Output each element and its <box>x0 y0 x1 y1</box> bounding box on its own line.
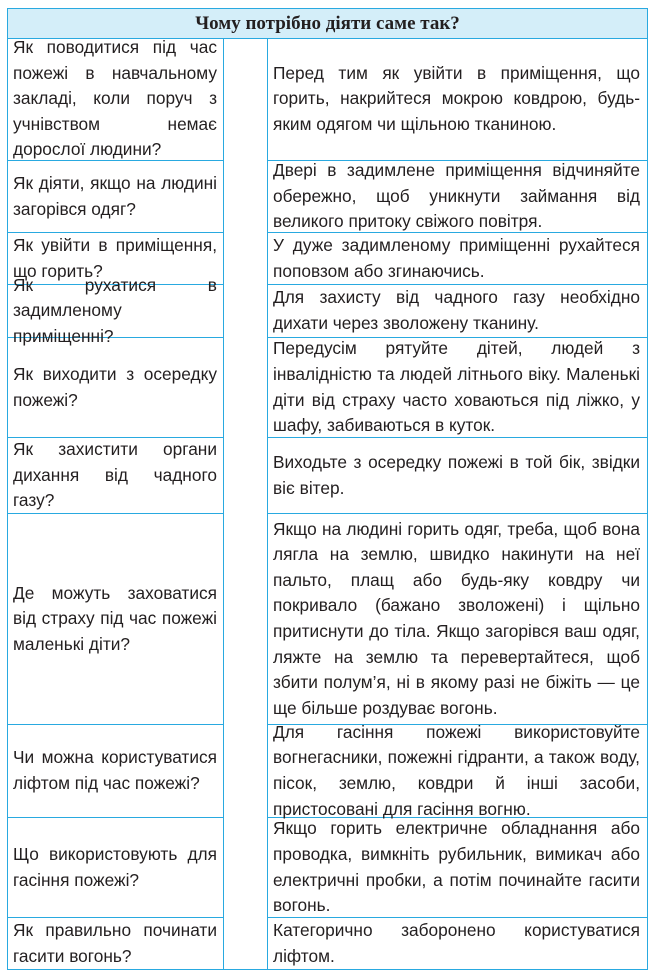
question-text: Як увійти в приміщення, що горить? <box>13 234 217 281</box>
answer-cell <box>267 438 647 514</box>
question-text: Як правильно починати гасити вогонь? <box>13 920 217 966</box>
answer-cell <box>267 918 647 970</box>
answer-text: Двері в задимлене приміщення відчиняйте обережно, щоб уникнути займання від великого притоку свіжого повітря. <box>273 160 640 232</box>
answers-column <box>267 38 647 969</box>
question-cell <box>8 438 223 514</box>
answer-cell <box>267 338 647 438</box>
answer-cell <box>267 721 647 819</box>
answer-cell <box>267 514 647 725</box>
question-cell <box>8 725 223 818</box>
question-text: Як поводитися під час пожежі в навчальному закладі, коли поруч з учнівством немає дорослої людини? <box>13 37 217 160</box>
question-cell <box>8 274 223 346</box>
answer-text: Якщо на людині горить одяг, треба, щоб вона лягла на землю, швидко накинути на неї пальто, плащ або будь-яку ковдру чи покривало (бажано зволожені) і щільно притиснути до тіла. Якщо загорівся ваш одяг, ляжте на землю та перевертайтеся, щоб збити полум’я, ні в якому разі не біжіть — це ще більше роздуває вогонь. <box>273 518 640 718</box>
question-cell <box>8 918 223 970</box>
answer-cell <box>267 818 647 918</box>
fire-safety-table <box>7 8 648 970</box>
question-cell <box>8 338 223 438</box>
question-text: Як діяти, якщо на людині загорівся одяг? <box>13 172 217 219</box>
question-cell <box>8 818 223 918</box>
question-cell <box>8 161 223 233</box>
question-text: Як виходити з осередку пожежі? <box>13 363 217 410</box>
answer-cell <box>267 233 647 285</box>
question-cell <box>8 38 223 161</box>
answer-text: Виходьте з осередку пожежі в той бік, звідки віє вітер. <box>273 451 640 498</box>
question-text: Що використовують для гасіння пожежі? <box>13 843 217 890</box>
question-cell <box>8 514 223 725</box>
answer-text: Для захисту від чадного газу необхідно дихати через зволожену тканину. <box>273 287 640 333</box>
question-text: Де можуть заховатися від страху під час пожежі маленькі діти? <box>13 582 217 654</box>
answer-text: Передусім рятуйте дітей, людей з інвалідністю та людей літнього віку. Маленькі діти від страху часто ховаються під ліжко, у шафу, забиваються в куток. <box>273 338 640 436</box>
answer-cell <box>267 161 647 233</box>
answer-cell <box>267 38 647 161</box>
question-text: Як рухатися в задимленому приміщенні? <box>13 274 217 346</box>
answer-cell <box>267 285 647 338</box>
question-text: Як захистити органи дихання від чадного газу? <box>13 439 217 511</box>
answer-text: Для гасіння пожежі використовуйте вогнегасники, пожежні гідранти, а також воду, пісок, землю, ковдри й інші засоби, пристосовані для гасіння вогню. <box>273 721 640 819</box>
table-title: Чому потрібно діяти саме так? <box>8 9 647 39</box>
answer-text: У дуже задимленому приміщенні рухайтеся поповзом або згинаючись. <box>273 234 640 281</box>
question-text: Чи можна користуватися ліфтом під час пожежі? <box>13 747 217 793</box>
answer-text: Категорично заборонено користуватися ліфтом. <box>273 920 640 966</box>
answer-text: Якщо горить електричне обладнання або проводка, вимкніть рубильник, вимикач або електричні пробки, а потім починайте гасити вогонь. <box>273 818 640 916</box>
column-separator <box>223 38 268 969</box>
answer-text: Перед тим як увійти в приміщення, що горить, накрийтеся мокрою ковдрою, будь-яким одягом чи щільною тканиною. <box>273 62 640 134</box>
questions-column <box>8 38 223 969</box>
